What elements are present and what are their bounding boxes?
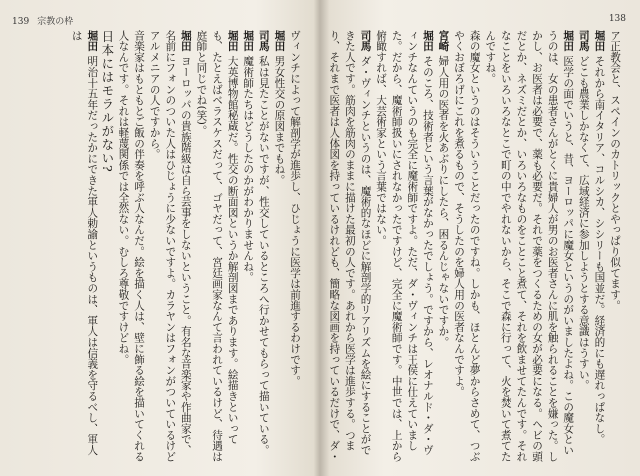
- paragraph: [271, 30, 287, 466]
- paragraph: [68, 30, 99, 466]
- running-title: 宗教の枠: [37, 17, 74, 27]
- paragraph-text: 音楽家はもともとご飯の伴奏を呼ぶ人なんだ。絵を描く人は、壁に飾る絵を描いてくれる人なんです。それは軽蔑関係では全然ない。むしろ尊敬ですけどね。: [117, 30, 146, 462]
- paragraph-text: 森の魔女というのはそういうことだったのですね。しかも、ほとんど夢からさめて、つぶやくおぼろげにこれを煮るもので、そうしたのを婦人用の医者なんですよ。: [453, 30, 481, 462]
- paragraph-text: 魔術師たちはどうしたのかがわかりませんね。: [242, 55, 255, 283]
- page-number: 138: [608, 14, 626, 24]
- paragraph-text: 男女性交の原図までもね。: [273, 55, 286, 186]
- paragraph: [115, 30, 146, 466]
- paragraph: [435, 30, 451, 466]
- speaker-label: 司馬: [257, 30, 270, 52]
- paragraph: [193, 30, 240, 466]
- paragraph-text: そのころ、技術者という言葉がなかったでしょう。ですから、レオナルド・ダ・ヴィンチなんていうのも完全に魔術師ですよ。ただ、ダ・ヴィンチは王侯に仕えていました。だから、魔術師扱いにされなかったですけど、完全に魔術師です。中世では、上から俯瞰すれば、大芸術家という言葉ではない。: [375, 30, 434, 462]
- paragraph: [286, 30, 302, 466]
- speaker-label: 堀田: [242, 30, 255, 52]
- paragraph-text: どこも農業しかなくて、広域経済に参加しようとする意識はうすい。: [577, 55, 590, 391]
- paragraph-text: ア正教会と、スペインのカトリックとやっぱり似てます。: [609, 30, 621, 311]
- paragraph-text: それから南イタリア、コルシカ、シシリーも国並だ。経済的にも遅れっぱなし。: [593, 55, 606, 445]
- right-page-header: [609, 14, 626, 24]
- paragraph: [146, 30, 193, 466]
- right-page: [322, 0, 640, 476]
- left-page: [0, 0, 318, 476]
- paragraph-text: ダ・ヴィンチというのは、魔術的なほどに解剖学的リアリズムを絵にすることができた人です。筋肉を筋肉のままに描けた最初の人です。あれから医学は進歩する。つまり、それまで医者は人体図を持っているけれども、簡略な図画を持っているだけで、ダ・: [328, 30, 372, 462]
- right-page-body: [326, 30, 622, 466]
- paragraph-text: 明治十五年だったかにできた軍人勅諭というものは、軍人は信義を守るべし、軍人は: [70, 30, 99, 456]
- left-page-body: [2, 30, 302, 466]
- paragraph: [373, 30, 435, 466]
- paragraph: [575, 30, 591, 466]
- page-number: 139: [12, 17, 30, 27]
- paragraph: [606, 30, 622, 466]
- speaker-label: 堀田: [179, 30, 192, 52]
- paragraph: [591, 30, 607, 466]
- paragraph: [482, 30, 576, 466]
- paragraph: [450, 30, 481, 466]
- speaker-label: 堀田: [86, 30, 99, 52]
- paragraph-text: 婦人用の医者を火あぶりにしたら、困るんじゃないですか。: [437, 55, 450, 348]
- paragraph-text: 大英博物館秘蔵だ。性交の断面図というか解剖図まであります。絵描きといっても、たとえばベラスケスだって、ゴヤだって、宮廷画家なんて言われているけど、待遇は庭師と同じでね(笑)。: [195, 30, 239, 462]
- speaker-label: 司馬: [577, 30, 590, 52]
- speaker-label: 堀田: [593, 30, 606, 52]
- speaker-label: 司馬: [359, 30, 372, 52]
- paragraph: [326, 30, 373, 466]
- left-page-header: [12, 14, 73, 27]
- speaker-label: 堀田: [273, 30, 286, 52]
- paragraph-text: ヴィンチによって解剖学が進歩し、ひじょうに医学は前進するわけです。: [289, 30, 301, 387]
- section-heading: 日本にはモラルがない?: [99, 30, 115, 173]
- paragraph-text: 私は見たことがないですが、性交しているところへ行かせてもらって描いている。: [257, 55, 270, 456]
- speaker-label: 堀田: [421, 30, 434, 52]
- speaker-label: 宮崎: [437, 30, 450, 52]
- paragraph-text: ヨーロッパの貴族階級は自ら芸事をしないということ。有名な音楽家や作曲家で、名前にフォンのついた人はひじょうに少ないですよ。カラヤンはフォンがついているけどアルメニアの人ですから。: [148, 30, 192, 462]
- speaker-label: 堀田: [226, 30, 239, 52]
- paragraph: [255, 30, 271, 466]
- speaker-label: 堀田: [562, 30, 575, 52]
- paragraph: [240, 30, 256, 466]
- paragraph-text: 医学の面でいうと、昔、ヨーロッパに魔女というのがいましたよね。この魔女というのは、女の患者さんがとくに貴婦人が男のお医者さんに肌を触られることを嫌った。しかし、お医者は必要で、薬も必要だ。それで薬をつくるための女が必要になる。ヘビの頭だとか、ネズミだとか、いろいろなものをことこと煮て、それを飲ませてたんです。それなことをいろいろなとこで町の中でやれないから、そこで森に行って、火を焚いて煮てたんですね。: [484, 30, 575, 462]
